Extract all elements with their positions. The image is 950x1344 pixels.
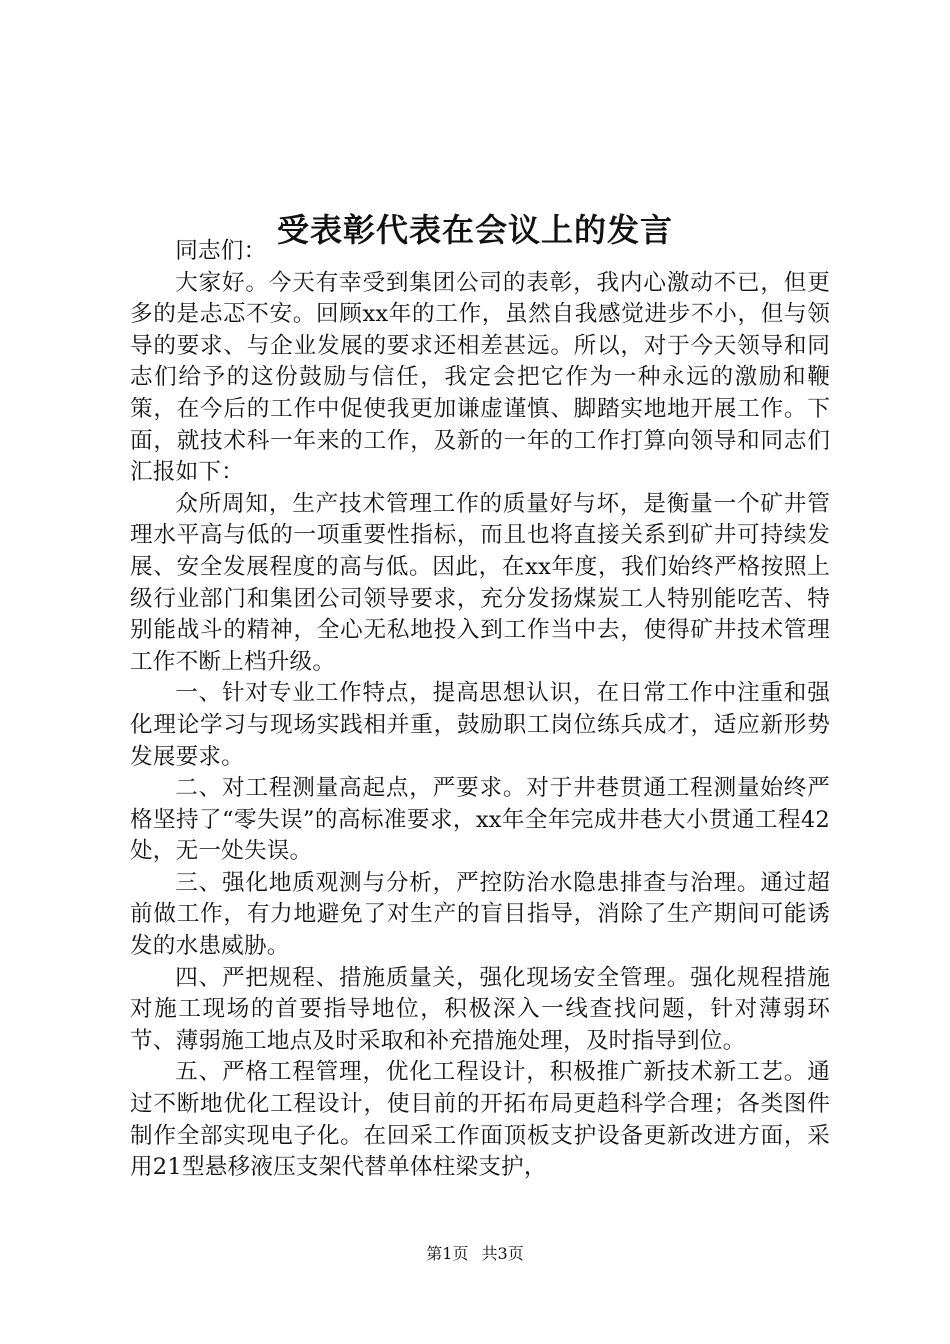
body-paragraph: 一、针对专业工作特点，提高思想认识，在日常工作中注重和强化理论学习与现场实践相并重，鼓励职工岗位练兵成才，适应新形势发展要求。: [130, 680, 830, 770]
body-paragraph: 众所周知，生产技术管理工作的质量好与坏，是衡量一个矿井管理水平高与低的一项重要性指标，而且也将直接关系到矿井可持续发展、安全发展程度的高与低。因此，在xx年度，我们始终严格按照上级行业部门和集团公司领导要求，充分发扬煤炭工人特别能吃苦、特别能战斗的精神，全心无私地投入到工作当中去，使得矿井技术管理工作不断上档升级。: [130, 490, 830, 675]
body-paragraph: 大家好。今天有幸受到集团公司的表彰，我内心激动不已，但更多的是忐忑不安。回顾xx年的工作，虽然自我感觉进步不小，但与领导的要求、与企业发展的要求还相差甚远。所以，对于今天领导和同志们给予的这份鼓励与信任，我定会把它作为一种永远的激励和鞭策，在今后的工作中促使我更加谦虚谨慎、脚踏实地地开展工作。下面，就技术科一年来的工作，及新的一年的工作打算向领导和同志们汇报如下：: [130, 269, 830, 486]
body-paragraph: 二、对工程测量高起点，严要求。对于井巷贯通工程测量始终严格坚持了“零失误”的高标准要求，xx年全年完成井巷大小贯通工程42处，无一处失误。: [130, 775, 830, 865]
body-paragraph: 五、严格工程管理，优化工程设计，积极推广新技术新工艺。通过不断地优化工程设计，使目前的开拓布局更趋科学合理；各类图件制作全部实现电子化。在回采工作面顶板支护设备更新改进方面，采用21型悬移液压支架代替单体柱梁支护，: [130, 1059, 830, 1181]
document-title: 受表彰代表在会议上的发言: [276, 211, 673, 250]
body-paragraph: 三、强化地质观测与分析，严控防治水隐患排查与治理。通过超前做工作，有力地避免了对生产的盲目指导，消除了生产期间可能诱发的水患威胁。: [130, 869, 830, 960]
page-total: 共3页: [481, 1244, 524, 1263]
salutation-paragraph: 同志们：: [175, 238, 267, 264]
page-number: 第1页: [426, 1244, 469, 1263]
body-paragraph: 四、严把规程、措施质量关，强化现场安全管理。强化规程措施对施工现场的首要指导地位，积极深入一线查找问题，针对薄弱环节、薄弱施工地点及时采取和补充措施处理，及时指导到位。: [130, 964, 830, 1054]
page-footer: [0, 1242, 950, 1266]
document-body: [130, 236, 830, 1184]
